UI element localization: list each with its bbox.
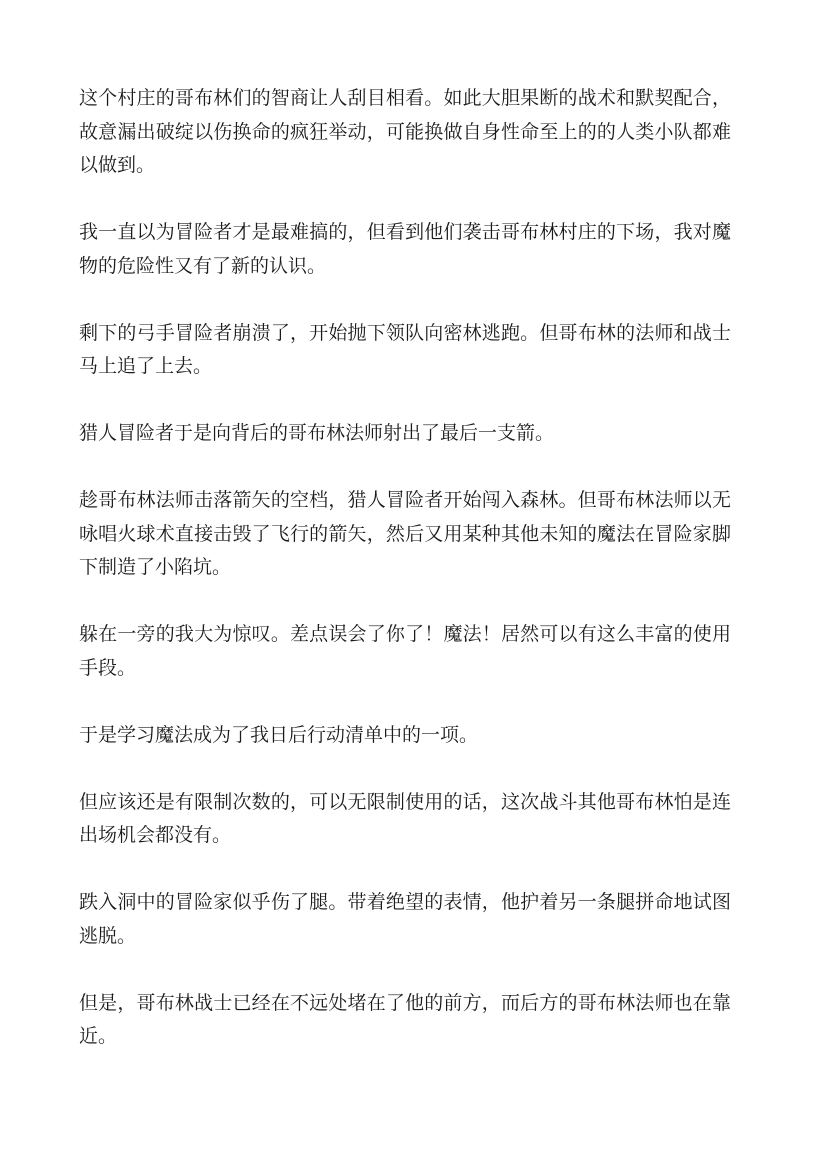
paragraph: 跌入洞中的冒险家似乎伤了腿。带着绝望的表情，他护着另一条腿拼命地试图逃脱。: [79, 891, 731, 947]
paragraph: 趁哥布林法师击落箭矢的空档，猎人冒险者开始闯入森林。但哥布林法师以无咏唱火球术直接击毁了飞行的箭矢，然后又用某种其他未知的魔法在冒险家脚下制造了小陷坑。: [79, 489, 731, 578]
document-body: [79, 82, 731, 1087]
paragraph: 但是，哥布林战士已经在不远处堵在了他的前方，而后方的哥布林法师也在靠近。: [79, 991, 731, 1047]
paragraph: 猎人冒险者于是向背后的哥布林法师射出了最后一支箭。: [79, 422, 555, 444]
paragraph: 但应该还是有限制次数的，可以无限制使用的话，这次战斗其他哥布林怕是连出场机会都没有。: [79, 790, 731, 846]
paragraph: 于是学习魔法成为了我日后行动清单中的一项。: [79, 723, 479, 746]
paragraph: 我一直以为冒险者才是最难搞的，但看到他们袭击哥布林村庄的下场，我对魔物的危险性又有了新的认识。: [79, 221, 731, 277]
paragraph: 剩下的弓手冒险者崩溃了，开始抛下领队向密林逃跑。但哥布林的法师和战士马上追了上去。: [79, 321, 731, 377]
paragraph: 这个村庄的哥布林们的智商让人刮目相看。如此大胆果断的战术和默契配合，故意漏出破绽以伤换命的疯狂举动，可能换做自身性命至上的的人类小队都难以做到。: [79, 87, 731, 176]
paragraph: 躲在一旁的我大为惊叹。差点误会了你了！魔法！居然可以有这么丰富的使用手段。: [79, 623, 731, 679]
